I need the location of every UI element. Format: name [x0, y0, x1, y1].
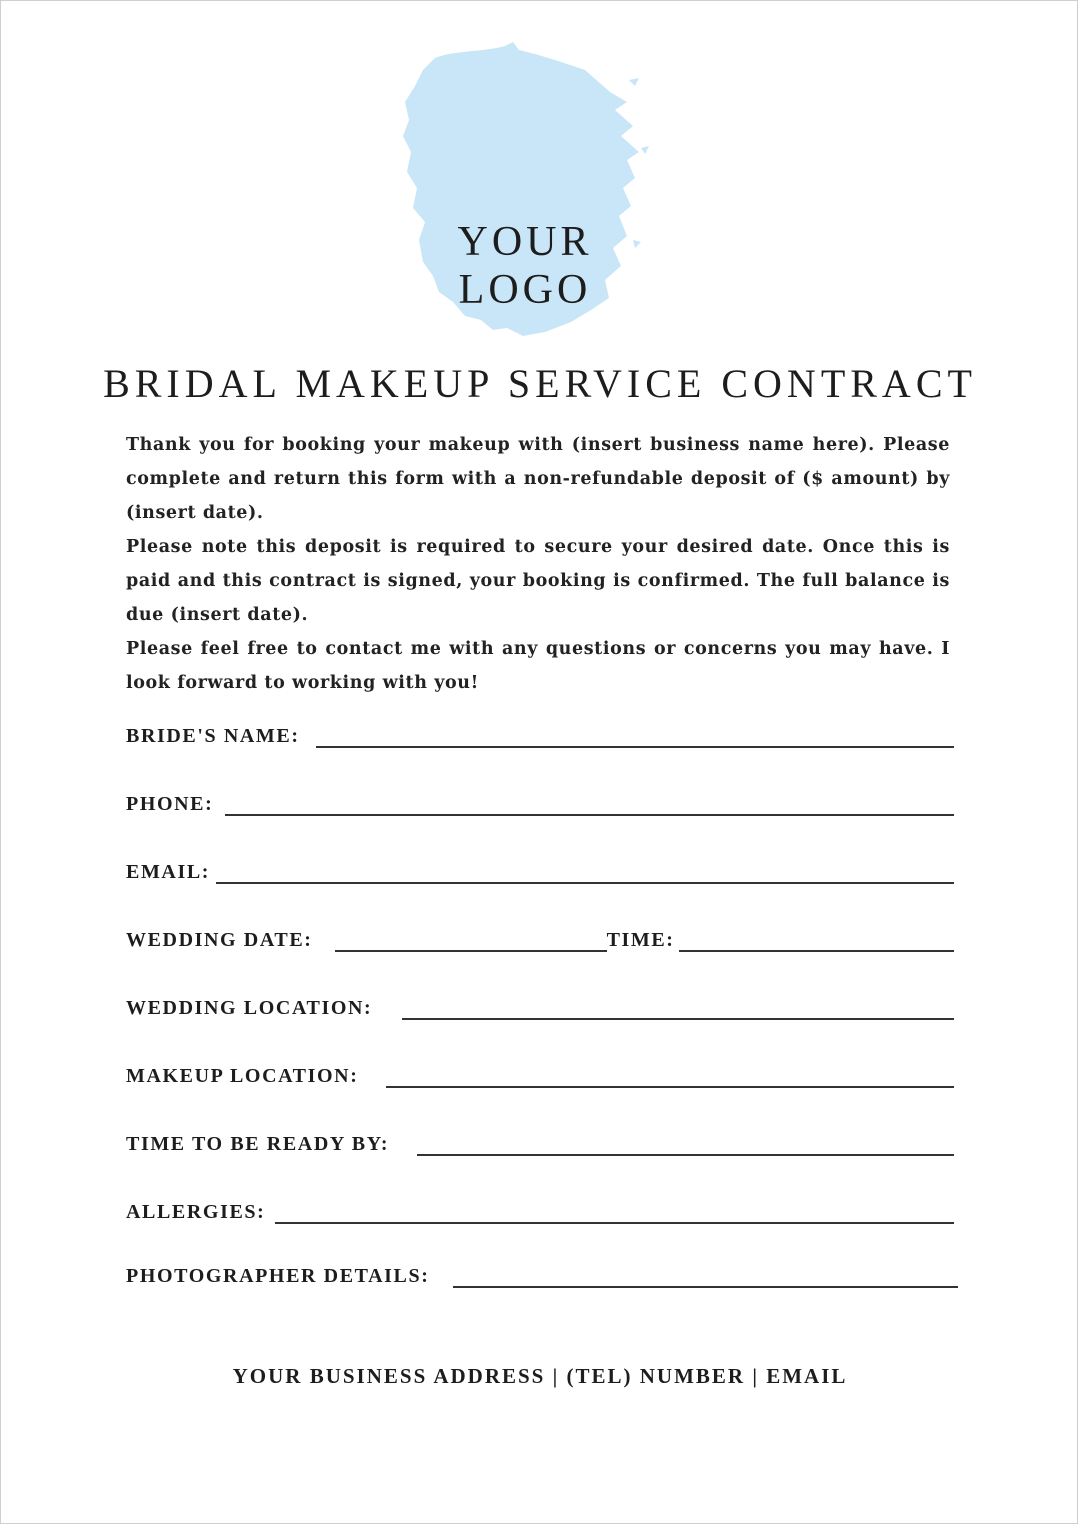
allergies-input-line[interactable]	[275, 1200, 954, 1224]
field-brides-name	[126, 714, 954, 748]
phone-label: PHONE:	[126, 793, 214, 815]
time-input-line[interactable]	[679, 928, 954, 952]
email-input-line[interactable]	[216, 860, 954, 884]
brides-name-label: BRIDE'S NAME:	[126, 725, 300, 747]
field-wedding-location	[126, 986, 954, 1020]
field-wedding-date-time	[126, 918, 954, 952]
time-ready-label: TIME TO BE READY BY:	[126, 1133, 390, 1155]
field-phone	[126, 782, 954, 816]
field-makeup-location	[126, 1054, 954, 1088]
makeup-location-label: MAKEUP LOCATION:	[126, 1065, 359, 1087]
makeup-location-input-line[interactable]	[386, 1064, 954, 1088]
phone-input-line[interactable]	[225, 792, 954, 816]
document-title: BRIDAL MAKEUP SERVICE CONTRACT	[103, 361, 977, 406]
footer-contact-info: YOUR BUSINESS ADDRESS | (TEL) NUMBER | EMAIL	[232, 1364, 848, 1388]
brush-fleck	[641, 146, 649, 154]
photographer-details-label: PHOTOGRAPHER DETAILS:	[126, 1265, 430, 1287]
wedding-location-input-line[interactable]	[402, 996, 954, 1020]
field-photographer-details	[126, 1254, 958, 1288]
intro-paragraph-2: Please note this deposit is required to secure your desired date. Once this is paid and this contract is signed, your booking is confirmed. The full balance is due (insert date).	[126, 537, 950, 625]
intro-paragraph-3: Please feel free to contact me with any questions or concerns you may have. I look forward to working with you!	[126, 639, 950, 693]
time-ready-input-line[interactable]	[417, 1132, 954, 1156]
photographer-details-input-line[interactable]	[453, 1264, 958, 1288]
time-label: TIME:	[606, 929, 675, 951]
wedding-date-input-line[interactable]	[335, 928, 607, 952]
wedding-location-label: WEDDING LOCATION:	[126, 997, 373, 1019]
email-label: EMAIL:	[126, 861, 211, 883]
field-time-ready	[126, 1122, 954, 1156]
wedding-date-label: WEDDING DATE:	[126, 929, 313, 951]
intro-text	[126, 428, 950, 700]
field-email	[126, 850, 954, 884]
allergies-label: ALLERGIES:	[126, 1201, 266, 1223]
intro-paragraph-1: Thank you for booking your makeup with (insert business name here). Please complete and return this form with a non-refundable deposit of ($ amount) by (insert date).	[126, 435, 950, 523]
field-allergies	[126, 1190, 954, 1224]
logo	[395, 40, 655, 340]
brush-fleck	[629, 78, 639, 86]
logo-text: YOUR LOGO	[457, 219, 593, 313]
brides-name-input-line[interactable]	[316, 724, 954, 748]
